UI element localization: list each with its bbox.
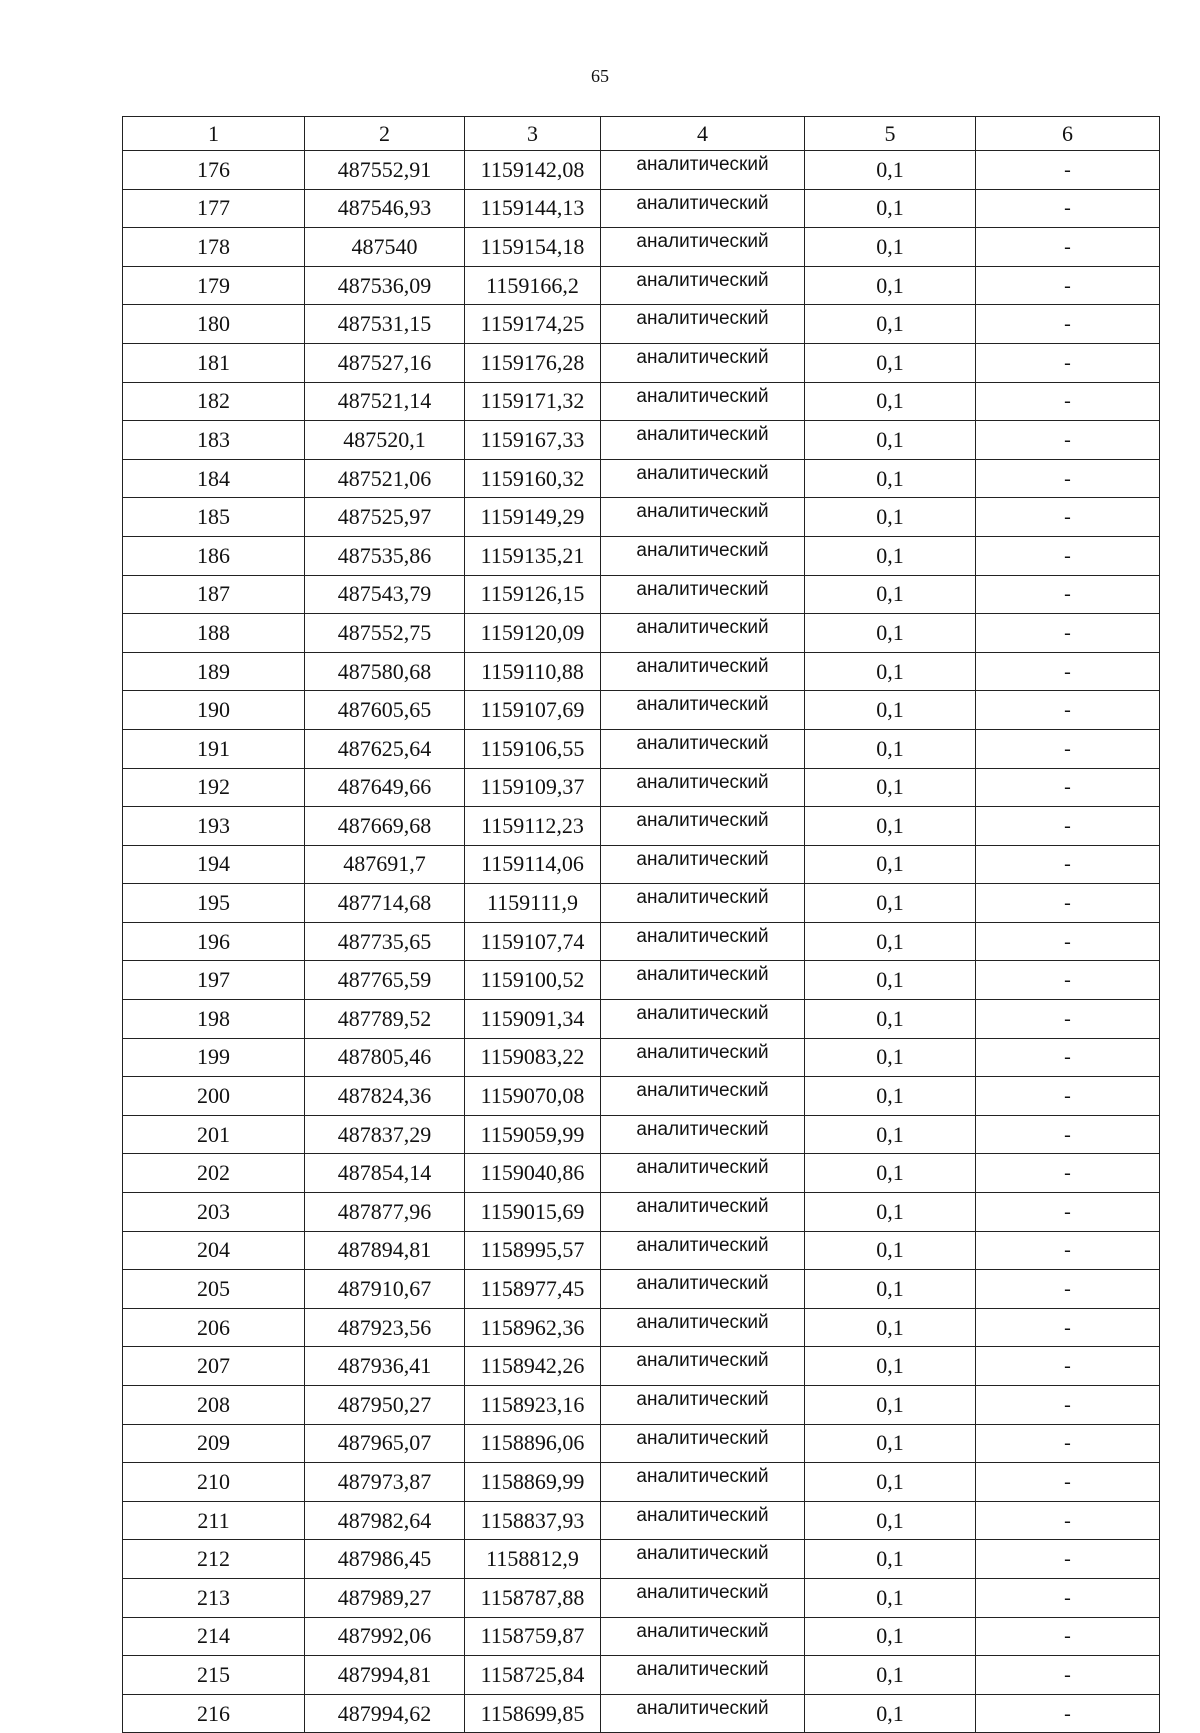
table-row: [123, 961, 1160, 1000]
point-number-cell: 207: [123, 1347, 305, 1386]
method-cell: аналитический: [601, 768, 805, 807]
point-number-cell: 200: [123, 1077, 305, 1116]
table-row: [123, 845, 1160, 884]
x-coordinate-cell: 487691,7: [305, 845, 465, 884]
point-number-cell: 197: [123, 961, 305, 1000]
x-coordinate-cell: 487543,79: [305, 575, 465, 614]
point-number-cell: 204: [123, 1231, 305, 1270]
y-coordinate-cell: 1159083,22: [465, 1038, 601, 1077]
y-coordinate-cell: 1159174,25: [465, 305, 601, 344]
accuracy-cell: 0,1: [805, 1617, 976, 1656]
y-coordinate-cell: 1159111,9: [465, 884, 601, 923]
y-coordinate-cell: 1159091,34: [465, 1000, 601, 1039]
y-coordinate-cell: 1159166,2: [465, 266, 601, 305]
method-cell: аналитический: [601, 1115, 805, 1154]
method-cell: аналитический: [601, 151, 805, 190]
x-coordinate-cell: 487525,97: [305, 498, 465, 537]
accuracy-cell: 0,1: [805, 1115, 976, 1154]
method-cell: аналитический: [601, 382, 805, 421]
method-cell: аналитический: [601, 1270, 805, 1309]
point-number-cell: 190: [123, 691, 305, 730]
x-coordinate-cell: 487521,14: [305, 382, 465, 421]
x-coordinate-cell: 487936,41: [305, 1347, 465, 1386]
x-coordinate-cell: 487552,75: [305, 614, 465, 653]
point-number-cell: 215: [123, 1656, 305, 1695]
method-cell: аналитический: [601, 343, 805, 382]
point-number-cell: 178: [123, 228, 305, 267]
accuracy-cell: 0,1: [805, 1154, 976, 1193]
table-row: [123, 228, 1160, 267]
method-cell: аналитический: [601, 536, 805, 575]
note-cell: -: [976, 614, 1160, 653]
method-cell: аналитический: [601, 1424, 805, 1463]
x-coordinate-cell: 487877,96: [305, 1193, 465, 1232]
point-number-cell: 195: [123, 884, 305, 923]
header-cell-4: 4: [601, 117, 805, 151]
table-row: [123, 459, 1160, 498]
accuracy-cell: 0,1: [805, 498, 976, 537]
y-coordinate-cell: 1158942,26: [465, 1347, 601, 1386]
note-cell: -: [976, 1694, 1160, 1733]
y-coordinate-cell: 1158812,9: [465, 1540, 601, 1579]
header-cell-3: 3: [465, 117, 601, 151]
x-coordinate-cell: 487894,81: [305, 1231, 465, 1270]
accuracy-cell: 0,1: [805, 575, 976, 614]
table-body: [123, 117, 1160, 1733]
note-cell: -: [976, 228, 1160, 267]
page-number: 65: [591, 66, 609, 86]
x-coordinate-cell: 487625,64: [305, 729, 465, 768]
table-row: [123, 1231, 1160, 1270]
accuracy-cell: 0,1: [805, 1347, 976, 1386]
table-row: [123, 343, 1160, 382]
accuracy-cell: 0,1: [805, 1231, 976, 1270]
accuracy-cell: 0,1: [805, 421, 976, 460]
accuracy-cell: 0,1: [805, 845, 976, 884]
table-row: [123, 922, 1160, 961]
method-cell: аналитический: [601, 189, 805, 228]
method-cell: аналитический: [601, 1347, 805, 1386]
x-coordinate-cell: 487527,16: [305, 343, 465, 382]
method-cell: аналитический: [601, 729, 805, 768]
x-coordinate-cell: 487982,64: [305, 1501, 465, 1540]
point-number-cell: 177: [123, 189, 305, 228]
note-cell: -: [976, 1656, 1160, 1695]
x-coordinate-cell: 487535,86: [305, 536, 465, 575]
table-row: [123, 1463, 1160, 1502]
x-coordinate-cell: 487540: [305, 228, 465, 267]
accuracy-cell: 0,1: [805, 1424, 976, 1463]
y-coordinate-cell: 1159114,06: [465, 845, 601, 884]
method-cell: аналитический: [601, 498, 805, 537]
y-coordinate-cell: 1159106,55: [465, 729, 601, 768]
table-row: [123, 1501, 1160, 1540]
point-number-cell: 193: [123, 807, 305, 846]
accuracy-cell: 0,1: [805, 1501, 976, 1540]
method-cell: аналитический: [601, 1578, 805, 1617]
x-coordinate-cell: 487994,62: [305, 1694, 465, 1733]
y-coordinate-cell: 1159109,37: [465, 768, 601, 807]
method-cell: аналитический: [601, 575, 805, 614]
point-number-cell: 205: [123, 1270, 305, 1309]
point-number-cell: 203: [123, 1193, 305, 1232]
point-number-cell: 182: [123, 382, 305, 421]
x-coordinate-cell: 487965,07: [305, 1424, 465, 1463]
header-cell-6: 6: [976, 117, 1160, 151]
y-coordinate-cell: 1159171,32: [465, 382, 601, 421]
note-cell: -: [976, 652, 1160, 691]
method-cell: аналитический: [601, 845, 805, 884]
point-number-cell: 192: [123, 768, 305, 807]
header-cell-5: 5: [805, 117, 976, 151]
x-coordinate-cell: 487520,1: [305, 421, 465, 460]
accuracy-cell: 0,1: [805, 768, 976, 807]
note-cell: -: [976, 498, 1160, 537]
note-cell: -: [976, 189, 1160, 228]
note-cell: -: [976, 691, 1160, 730]
table-row: [123, 1347, 1160, 1386]
table-row: [123, 498, 1160, 537]
table-row: [123, 1694, 1160, 1733]
accuracy-cell: 0,1: [805, 1463, 976, 1502]
point-number-cell: 199: [123, 1038, 305, 1077]
method-cell: аналитический: [601, 1154, 805, 1193]
point-number-cell: 209: [123, 1424, 305, 1463]
table-row: [123, 691, 1160, 730]
table-row: [123, 768, 1160, 807]
method-cell: аналитический: [601, 1463, 805, 1502]
point-number-cell: 213: [123, 1578, 305, 1617]
x-coordinate-cell: 487989,27: [305, 1578, 465, 1617]
point-number-cell: 202: [123, 1154, 305, 1193]
point-number-cell: 189: [123, 652, 305, 691]
y-coordinate-cell: 1158869,99: [465, 1463, 601, 1502]
accuracy-cell: 0,1: [805, 1193, 976, 1232]
point-number-cell: 180: [123, 305, 305, 344]
x-coordinate-cell: 487521,06: [305, 459, 465, 498]
y-coordinate-cell: 1159107,69: [465, 691, 601, 730]
table-row: [123, 575, 1160, 614]
x-coordinate-cell: 487986,45: [305, 1540, 465, 1579]
point-number-cell: 184: [123, 459, 305, 498]
accuracy-cell: 0,1: [805, 729, 976, 768]
note-cell: -: [976, 768, 1160, 807]
y-coordinate-cell: 1159167,33: [465, 421, 601, 460]
y-coordinate-cell: 1158896,06: [465, 1424, 601, 1463]
note-cell: -: [976, 1424, 1160, 1463]
method-cell: аналитический: [601, 266, 805, 305]
method-cell: аналитический: [601, 1694, 805, 1733]
accuracy-cell: 0,1: [805, 884, 976, 923]
accuracy-cell: 0,1: [805, 1308, 976, 1347]
x-coordinate-cell: 487992,06: [305, 1617, 465, 1656]
accuracy-cell: 0,1: [805, 305, 976, 344]
point-number-cell: 185: [123, 498, 305, 537]
table-row: [123, 1617, 1160, 1656]
accuracy-cell: 0,1: [805, 343, 976, 382]
note-cell: -: [976, 536, 1160, 575]
y-coordinate-cell: 1159160,32: [465, 459, 601, 498]
y-coordinate-cell: 1159107,74: [465, 922, 601, 961]
method-cell: аналитический: [601, 1193, 805, 1232]
table-row: [123, 614, 1160, 653]
y-coordinate-cell: 1159154,18: [465, 228, 601, 267]
method-cell: аналитический: [601, 421, 805, 460]
accuracy-cell: 0,1: [805, 691, 976, 730]
method-cell: аналитический: [601, 652, 805, 691]
note-cell: -: [976, 1501, 1160, 1540]
table-row: [123, 421, 1160, 460]
point-number-cell: 183: [123, 421, 305, 460]
header-cell-1: 1: [123, 117, 305, 151]
method-cell: аналитический: [601, 691, 805, 730]
y-coordinate-cell: 1159144,13: [465, 189, 601, 228]
note-cell: -: [976, 1038, 1160, 1077]
x-coordinate-cell: 487605,65: [305, 691, 465, 730]
y-coordinate-cell: 1159142,08: [465, 151, 601, 190]
method-cell: аналитический: [601, 459, 805, 498]
x-coordinate-cell: 487994,81: [305, 1656, 465, 1695]
table-row: [123, 151, 1160, 190]
note-cell: -: [976, 922, 1160, 961]
accuracy-cell: 0,1: [805, 1038, 976, 1077]
y-coordinate-cell: 1159059,99: [465, 1115, 601, 1154]
y-coordinate-cell: 1158837,93: [465, 1501, 601, 1540]
y-coordinate-cell: 1159149,29: [465, 498, 601, 537]
point-number-cell: 186: [123, 536, 305, 575]
x-coordinate-cell: 487789,52: [305, 1000, 465, 1039]
x-coordinate-cell: 487714,68: [305, 884, 465, 923]
point-number-cell: 208: [123, 1386, 305, 1425]
x-coordinate-cell: 487950,27: [305, 1386, 465, 1425]
y-coordinate-cell: 1159040,86: [465, 1154, 601, 1193]
x-coordinate-cell: 487546,93: [305, 189, 465, 228]
method-cell: аналитический: [601, 961, 805, 1000]
point-number-cell: 176: [123, 151, 305, 190]
accuracy-cell: 0,1: [805, 459, 976, 498]
x-coordinate-cell: 487552,91: [305, 151, 465, 190]
method-cell: аналитический: [601, 1656, 805, 1695]
point-number-cell: 216: [123, 1694, 305, 1733]
note-cell: -: [976, 1115, 1160, 1154]
table-row: [123, 266, 1160, 305]
point-number-cell: 212: [123, 1540, 305, 1579]
point-number-cell: 179: [123, 266, 305, 305]
method-cell: аналитический: [601, 1077, 805, 1116]
table-row: [123, 1270, 1160, 1309]
method-cell: аналитический: [601, 807, 805, 846]
accuracy-cell: 0,1: [805, 151, 976, 190]
coordinates-table: [122, 116, 1160, 1733]
table-row: [123, 305, 1160, 344]
table-row: [123, 652, 1160, 691]
y-coordinate-cell: 1158962,36: [465, 1308, 601, 1347]
note-cell: -: [976, 1154, 1160, 1193]
accuracy-cell: 0,1: [805, 189, 976, 228]
x-coordinate-cell: 487805,46: [305, 1038, 465, 1077]
table-row: [123, 1038, 1160, 1077]
accuracy-cell: 0,1: [805, 807, 976, 846]
table-row: [123, 1424, 1160, 1463]
x-coordinate-cell: 487854,14: [305, 1154, 465, 1193]
note-cell: -: [976, 382, 1160, 421]
x-coordinate-cell: 487531,15: [305, 305, 465, 344]
note-cell: -: [976, 884, 1160, 923]
table-row: [123, 1077, 1160, 1116]
y-coordinate-cell: 1158699,85: [465, 1694, 601, 1733]
point-number-cell: 214: [123, 1617, 305, 1656]
y-coordinate-cell: 1159112,23: [465, 807, 601, 846]
accuracy-cell: 0,1: [805, 1270, 976, 1309]
note-cell: -: [976, 575, 1160, 614]
table-row: [123, 1386, 1160, 1425]
point-number-cell: 187: [123, 575, 305, 614]
method-cell: аналитический: [601, 1501, 805, 1540]
accuracy-cell: 0,1: [805, 1656, 976, 1695]
method-cell: аналитический: [601, 1038, 805, 1077]
note-cell: -: [976, 343, 1160, 382]
method-cell: аналитический: [601, 1308, 805, 1347]
table-row: [123, 1193, 1160, 1232]
y-coordinate-cell: 1159110,88: [465, 652, 601, 691]
note-cell: -: [976, 1193, 1160, 1232]
note-cell: -: [976, 151, 1160, 190]
table-row: [123, 1308, 1160, 1347]
y-coordinate-cell: 1158787,88: [465, 1578, 601, 1617]
y-coordinate-cell: 1158923,16: [465, 1386, 601, 1425]
accuracy-cell: 0,1: [805, 1000, 976, 1039]
point-number-cell: 196: [123, 922, 305, 961]
x-coordinate-cell: 487649,66: [305, 768, 465, 807]
table-row: [123, 884, 1160, 923]
table-row: [123, 382, 1160, 421]
table-row: [123, 189, 1160, 228]
point-number-cell: 191: [123, 729, 305, 768]
method-cell: аналитический: [601, 1231, 805, 1270]
y-coordinate-cell: 1158977,45: [465, 1270, 601, 1309]
accuracy-cell: 0,1: [805, 922, 976, 961]
table-row: [123, 729, 1160, 768]
method-cell: аналитический: [601, 305, 805, 344]
table-row: [123, 1656, 1160, 1695]
accuracy-cell: 0,1: [805, 1540, 976, 1579]
y-coordinate-cell: 1158725,84: [465, 1656, 601, 1695]
note-cell: -: [976, 1308, 1160, 1347]
x-coordinate-cell: 487669,68: [305, 807, 465, 846]
table-row: [123, 1578, 1160, 1617]
note-cell: -: [976, 845, 1160, 884]
y-coordinate-cell: 1159126,15: [465, 575, 601, 614]
table-row: [123, 807, 1160, 846]
x-coordinate-cell: 487765,59: [305, 961, 465, 1000]
table-row: [123, 1154, 1160, 1193]
accuracy-cell: 0,1: [805, 1694, 976, 1733]
table-header-row: [123, 117, 1160, 151]
table-row: [123, 1115, 1160, 1154]
point-number-cell: 210: [123, 1463, 305, 1502]
accuracy-cell: 0,1: [805, 228, 976, 267]
point-number-cell: 198: [123, 1000, 305, 1039]
x-coordinate-cell: 487735,65: [305, 922, 465, 961]
accuracy-cell: 0,1: [805, 266, 976, 305]
x-coordinate-cell: 487536,09: [305, 266, 465, 305]
method-cell: аналитический: [601, 922, 805, 961]
note-cell: -: [976, 1617, 1160, 1656]
note-cell: -: [976, 266, 1160, 305]
x-coordinate-cell: 487837,29: [305, 1115, 465, 1154]
y-coordinate-cell: 1159135,21: [465, 536, 601, 575]
note-cell: -: [976, 1463, 1160, 1502]
y-coordinate-cell: 1158759,87: [465, 1617, 601, 1656]
method-cell: аналитический: [601, 884, 805, 923]
point-number-cell: 194: [123, 845, 305, 884]
method-cell: аналитический: [601, 1540, 805, 1579]
point-number-cell: 211: [123, 1501, 305, 1540]
accuracy-cell: 0,1: [805, 961, 976, 1000]
y-coordinate-cell: 1159176,28: [465, 343, 601, 382]
point-number-cell: 181: [123, 343, 305, 382]
x-coordinate-cell: 487923,56: [305, 1308, 465, 1347]
note-cell: -: [976, 459, 1160, 498]
note-cell: -: [976, 1386, 1160, 1425]
accuracy-cell: 0,1: [805, 614, 976, 653]
note-cell: -: [976, 807, 1160, 846]
method-cell: аналитический: [601, 1386, 805, 1425]
point-number-cell: 188: [123, 614, 305, 653]
x-coordinate-cell: 487824,36: [305, 1077, 465, 1116]
accuracy-cell: 0,1: [805, 1386, 976, 1425]
method-cell: аналитический: [601, 1000, 805, 1039]
accuracy-cell: 0,1: [805, 382, 976, 421]
note-cell: -: [976, 421, 1160, 460]
note-cell: -: [976, 1578, 1160, 1617]
note-cell: -: [976, 1000, 1160, 1039]
note-cell: -: [976, 305, 1160, 344]
table-row: [123, 1000, 1160, 1039]
note-cell: -: [976, 1077, 1160, 1116]
y-coordinate-cell: 1159100,52: [465, 961, 601, 1000]
method-cell: аналитический: [601, 614, 805, 653]
accuracy-cell: 0,1: [805, 536, 976, 575]
y-coordinate-cell: 1159120,09: [465, 614, 601, 653]
accuracy-cell: 0,1: [805, 1077, 976, 1116]
note-cell: -: [976, 1540, 1160, 1579]
note-cell: -: [976, 961, 1160, 1000]
accuracy-cell: 0,1: [805, 1578, 976, 1617]
note-cell: -: [976, 729, 1160, 768]
table-row: [123, 1540, 1160, 1579]
point-number-cell: 201: [123, 1115, 305, 1154]
accuracy-cell: 0,1: [805, 652, 976, 691]
x-coordinate-cell: 487910,67: [305, 1270, 465, 1309]
x-coordinate-cell: 487973,87: [305, 1463, 465, 1502]
note-cell: -: [976, 1231, 1160, 1270]
method-cell: аналитический: [601, 1617, 805, 1656]
y-coordinate-cell: 1159015,69: [465, 1193, 601, 1232]
point-number-cell: 206: [123, 1308, 305, 1347]
header-cell-2: 2: [305, 117, 465, 151]
note-cell: -: [976, 1270, 1160, 1309]
x-coordinate-cell: 487580,68: [305, 652, 465, 691]
y-coordinate-cell: 1158995,57: [465, 1231, 601, 1270]
method-cell: аналитический: [601, 228, 805, 267]
note-cell: -: [976, 1347, 1160, 1386]
y-coordinate-cell: 1159070,08: [465, 1077, 601, 1116]
table-row: [123, 536, 1160, 575]
